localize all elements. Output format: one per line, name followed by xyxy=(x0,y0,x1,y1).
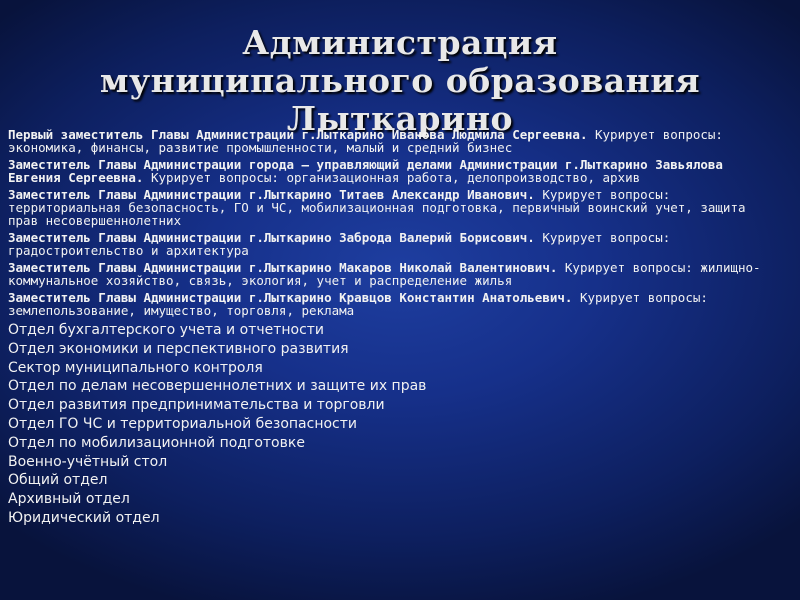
official-entry xyxy=(8,188,778,227)
official-entry xyxy=(8,231,778,257)
official-duties: Курирует вопросы: землепользование, имущество, торговля, реклама xyxy=(8,290,708,318)
official-duties: Курирует вопросы: организационная работа, делопроизводство, архив xyxy=(143,170,641,185)
slide-content xyxy=(8,128,778,528)
department-item: Отдел развития предпринимательства и торговли xyxy=(8,397,385,414)
department-item: Общий отдел xyxy=(8,472,108,489)
official-entry xyxy=(8,261,778,287)
official-name: Первый заместитель Главы Администрации г.Лыткарино Иванова Людмила Сергеевна. xyxy=(8,127,588,142)
title-line-1: Администрация xyxy=(242,23,558,62)
department-item: Отдел по делам несовершеннолетних и защите их прав xyxy=(8,378,427,395)
official-name: Заместитель Главы Администрации г.Лыткарино Титаев Александр Иванович. xyxy=(8,187,535,202)
official-name: Заместитель Главы Администрации г.Лыткарино Макаров Николай Валентинович. xyxy=(8,260,558,275)
department-item: Отдел экономики и перспективного развития xyxy=(8,340,349,357)
title-line-2: муниципального образования xyxy=(99,61,701,100)
department-item: Юридический отдел xyxy=(8,509,160,526)
official-entry xyxy=(8,158,778,184)
department-item: Архивный отдел xyxy=(8,491,130,508)
official-duties: Курирует вопросы: градостроительство и архитектура xyxy=(8,230,671,258)
official-duties: Курирует вопросы: жилищно-коммунальное хозяйство, связь, экология, учет и распределение жилья xyxy=(8,260,761,288)
department-item: Отдел бухгалтерского учета и отчетности xyxy=(8,322,325,338)
department-item: Сектор муниципального контроля xyxy=(8,359,263,376)
title-line-3: Лыткарино xyxy=(286,99,514,138)
official-duties: Курирует вопросы: экономика, финансы, развитие промышленности, малый и средний бизнес xyxy=(8,127,723,155)
department-item: Отдел ГО ЧС и территориальной безопасности xyxy=(8,415,357,432)
official-name: Заместитель Главы Администрации города – управляющий делами Администрации г.Лыткарино Завьялова Евгения Сергеевна. xyxy=(8,157,723,185)
department-item: Военно-учётный стол xyxy=(8,453,168,470)
official-duties: Курирует вопросы: территориальная безопасность, ГО и ЧС, мобилизационная подготовка, первичный воинский учет, защита прав несовершеннолетних xyxy=(8,187,746,228)
official-entry xyxy=(8,128,778,154)
official-entry xyxy=(8,291,778,317)
official-name: Заместитель Главы Администрации г.Лыткарино Заброда Валерий Борисович. xyxy=(8,230,535,245)
department-item: Отдел по мобилизационной подготовке xyxy=(8,434,305,451)
slide-title xyxy=(0,24,800,138)
official-name: Заместитель Главы Администрации г.Лыткарино Кравцов Константин Анатольевич. xyxy=(8,290,573,305)
